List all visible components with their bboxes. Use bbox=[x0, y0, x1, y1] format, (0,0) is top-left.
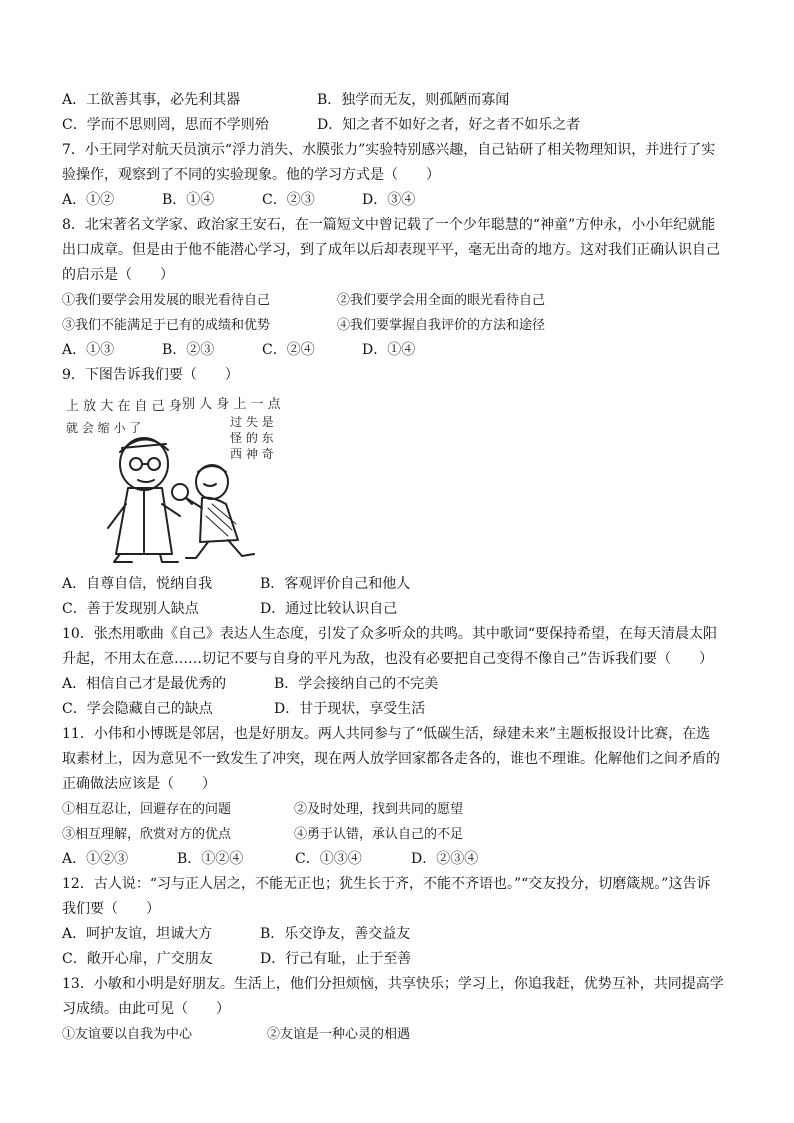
q9-option-b: B．客观评价自己和他人 bbox=[260, 576, 411, 592]
q7-stem-line-2: 验操作，观察到了不同的实验现象。他的学习方式是（ ） bbox=[62, 167, 440, 183]
q9-cartoon bbox=[62, 392, 742, 570]
svg-text:怪 的 东: 怪 的 东 bbox=[230, 431, 274, 445]
q11-stem-line-3: 正确做法应该是（ ） bbox=[62, 776, 216, 792]
q9-option-a: A．自尊自信，悦纳自我 bbox=[62, 576, 213, 592]
q8-statement-4: ④我们要掌握自我评价的方法和途径 bbox=[337, 318, 546, 333]
q12-options-row-1 bbox=[62, 922, 742, 947]
q7-stem-line-1: 7．小王同学对航天员演示“浮力消失、水膜张力”实验特别感兴趣，自己钻研了相关物理知识，并进行了实 bbox=[62, 142, 716, 158]
cartoon-caption-left: 上 放 大 在 自 己 身 bbox=[66, 399, 182, 414]
q10-options-row-1 bbox=[62, 672, 742, 697]
svg-text:过 失 是: 过 失 是 bbox=[230, 415, 274, 429]
q11-statement-4: ④勇于认错，承认自己的不足 bbox=[294, 827, 464, 842]
q8-option-d: D．①④ bbox=[362, 342, 416, 358]
q7-option-d: D．③④ bbox=[362, 192, 416, 208]
q11-option-b: B．①②④ bbox=[177, 851, 244, 867]
q6-option-d: D．知之者不如好之者，好之者不如乐之者 bbox=[317, 117, 581, 133]
q6-option-a: A．工欲善其事，必先利其器 bbox=[62, 92, 241, 108]
q13-statements-row-1 bbox=[62, 1022, 742, 1047]
q11-stem-line-2: 取素材上，因为意见不一致发生了冲突，现在两人放学回家都各走各的，谁也不理谁。化解他们之间矛盾的 bbox=[62, 751, 720, 767]
q12-option-a: A．呵护友谊，坦诚大方 bbox=[62, 926, 213, 942]
q8-statements-row-2 bbox=[62, 313, 742, 338]
q7-options bbox=[62, 188, 742, 213]
q6-options-row-1 bbox=[62, 88, 742, 113]
q11-statements-row-2 bbox=[62, 822, 742, 847]
q13-statement-2: ②友谊是一种心灵的相遇 bbox=[267, 1027, 411, 1042]
q8-option-a: A．①③ bbox=[62, 342, 115, 358]
q8-stem-line-1: 8．北宋著名文学家、政治家王安石，在一篇短文中曾记载了一个少年聪慧的“神童”方仲永，小小年纪就能 bbox=[62, 217, 716, 233]
q8-stem-line-2: 出口成章。但是由于他不能潜心学习，到了成年以后却表现平平，毫无出奇的地方。这对我们正确认识自己 bbox=[62, 242, 720, 258]
q9-option-c: C．善于发现别人缺点 bbox=[62, 601, 199, 617]
q9-options-row-1 bbox=[62, 572, 742, 597]
q10-options-row-2 bbox=[62, 697, 742, 722]
q10-option-c: C．学会隐藏自己的缺点 bbox=[62, 701, 213, 717]
q11-statement-1: ①相互忍让，回避存在的问题 bbox=[62, 802, 232, 817]
q9-option-d: D．通过比较认识自己 bbox=[260, 601, 398, 617]
q6-option-c: C．学而不思则罔，思而不学则殆 bbox=[62, 117, 269, 133]
q11-option-c: C．①③④ bbox=[295, 851, 362, 867]
q7-option-a: A．①② bbox=[62, 192, 115, 208]
q12-option-c: C．敞开心扉，广交朋友 bbox=[62, 951, 213, 967]
q8-option-b: B．②③ bbox=[162, 342, 215, 358]
q10-stem-line-1: 10．张杰用歌曲《自己》表达人生态度，引发了众多听众的共鸣。其中歌词“要保持希望，在每天清晨太阳 bbox=[62, 626, 717, 642]
q9-options-row-2 bbox=[62, 597, 742, 622]
q12-option-d: D．行己有耻，止于至善 bbox=[260, 951, 412, 967]
q8-statements-row-1 bbox=[62, 288, 742, 313]
svg-text:就 会 缩 小 了: 就 会 缩 小 了 bbox=[66, 421, 142, 435]
q11-options bbox=[62, 847, 742, 872]
q11-statements-row-1 bbox=[62, 797, 742, 822]
q6-options-row-2 bbox=[62, 113, 742, 138]
exam-page bbox=[62, 88, 742, 1047]
q10-option-d: D．甘于现状，享受生活 bbox=[274, 701, 426, 717]
q13-statement-1: ①友谊要以自我为中心 bbox=[62, 1027, 193, 1042]
q10-stem-line-2: 升起，不用太在意……切记不要与自身的平凡为敌，也没有必要把自己变得不像自己”告诉我们要（ ） bbox=[62, 651, 714, 667]
q11-statement-2: ②及时处理，找到共同的愿望 bbox=[294, 802, 464, 817]
cartoon-caption-right: 别 人 身 上 一 点 bbox=[182, 397, 281, 412]
q8-statement-3: ③我们不能满足于已有的成绩和优势 bbox=[62, 318, 271, 333]
q12-stem-line-2: 我们要（ ） bbox=[62, 901, 160, 917]
q11-option-d: D．②③④ bbox=[411, 851, 479, 867]
q13-stem-line-2: 习成绩。由此可见（ ） bbox=[62, 1001, 230, 1017]
q12-option-b: B．乐交诤友，善交益友 bbox=[260, 926, 411, 942]
q11-stem-line-1: 11．小伟和小博既是邻居，也是好朋友。两人共同参与了“低碳生活，绿建未来”主题板报设计比赛，在选 bbox=[62, 726, 711, 742]
q10-option-b: B．学会接纳自己的不完美 bbox=[274, 676, 439, 692]
q8-stem-line-3: 的启示是（ ） bbox=[62, 267, 174, 283]
q8-options bbox=[62, 338, 742, 363]
q11-option-a: A．①②③ bbox=[62, 851, 129, 867]
q12-options-row-2 bbox=[62, 947, 742, 972]
q8-option-c: C．②④ bbox=[262, 342, 315, 358]
q9-stem: 9．下图告诉我们要（ ） bbox=[62, 367, 239, 383]
q7-option-b: B．①④ bbox=[162, 192, 215, 208]
q7-option-c: C．②③ bbox=[262, 192, 315, 208]
q8-statement-1: ①我们要学会用发展的眼光看待自己 bbox=[62, 293, 271, 308]
q6-option-b: B．独学而无友，则孤陋而寡闻 bbox=[317, 92, 510, 108]
cartoon-illustration bbox=[62, 392, 298, 568]
q13-stem-line-1: 13．小敏和小明是好朋友。生活上，他们分担烦恼，共享快乐；学习上，你追我赶，优势互补，共同提高学 bbox=[62, 976, 724, 992]
q10-option-a: A．相信自己才是最优秀的 bbox=[62, 676, 227, 692]
q12-stem-line-1: 12．古人说：“习与正人居之，不能无正也；犹生长于齐，不能不齐语也。”“交友投分，切磨箴规。”这告诉 bbox=[62, 876, 711, 892]
svg-text:西 神 奇: 西 神 奇 bbox=[230, 447, 274, 461]
q8-statement-2: ②我们要学会用全面的眼光看待自己 bbox=[337, 293, 546, 308]
q11-statement-3: ③相互理解，欣赏对方的优点 bbox=[62, 827, 232, 842]
